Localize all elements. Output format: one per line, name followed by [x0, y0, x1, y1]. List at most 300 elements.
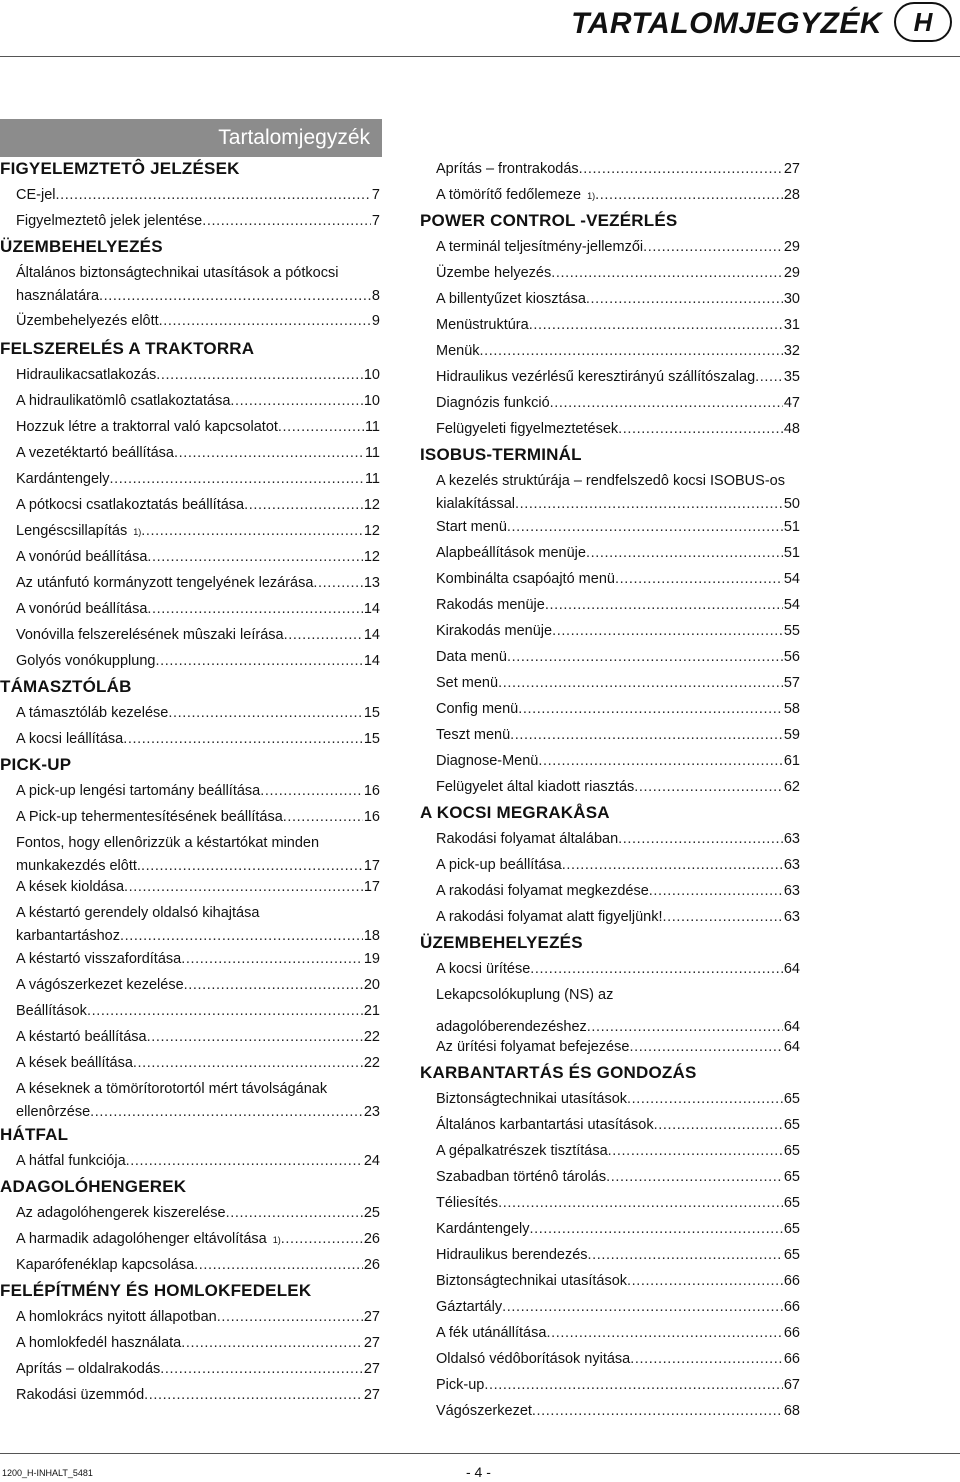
toc-entry-page: 50	[783, 496, 800, 512]
dot-leader	[156, 366, 363, 385]
dot-leader	[498, 1194, 783, 1213]
toc-entry[interactable]	[0, 704, 380, 723]
toc-entry-text-first-line: Lekapcsolókuplung (NS) az	[436, 987, 614, 1003]
toc-entry-page: 55	[783, 623, 800, 639]
dot-leader	[181, 1334, 363, 1353]
toc-entry-text-first-line: A késeknek a tömörítorotortól mért távolságának	[16, 1081, 328, 1097]
toc-entry-text: A hátfal funkciója	[16, 1153, 126, 1169]
toc-entry[interactable]	[420, 986, 800, 1037]
toc-entry-text-first-line: Fontos, hogy ellenôrizzük a késtartókat minden	[16, 835, 320, 851]
toc-entry-text: Kardántengely	[16, 471, 110, 487]
section-heading: FELÉPÍTMÉNY ÉS HOMLOKFEDELEK	[0, 1281, 312, 1300]
toc-entry-text: A billentyűzet kiosztása	[436, 291, 586, 307]
toc-entry-text: A rakodási folyamat megkezdése	[436, 883, 649, 899]
toc-entry-page: 12	[363, 523, 380, 539]
dot-leader	[662, 908, 782, 927]
toc-entry[interactable]	[0, 834, 380, 876]
dot-leader	[230, 392, 362, 411]
toc-entry-page: 27	[783, 161, 800, 177]
toc-entry[interactable]	[420, 342, 800, 361]
toc-entry[interactable]	[0, 366, 380, 385]
toc-entry-page: 62	[783, 779, 800, 795]
toc-entry-text: A támasztóláb kezelése	[16, 705, 169, 721]
toc-entry-page: 65	[783, 1169, 800, 1185]
toc-entry-page: 14	[363, 601, 380, 617]
toc-entry-text: A kések kioldása	[16, 879, 125, 895]
toc-entry-page: 54	[783, 597, 800, 613]
section-heading: TÁMASZTÓLÁB	[0, 677, 132, 696]
page-number: - 4 -	[466, 1464, 491, 1480]
toc-entry-text: Data menü	[436, 649, 507, 665]
toc-entry[interactable]	[420, 1142, 800, 1161]
toc-entry-page: 22	[363, 1029, 380, 1045]
dot-leader	[550, 394, 783, 413]
toc-entry[interactable]	[420, 1194, 800, 1213]
toc-entry[interactable]	[0, 470, 380, 489]
toc-entry-page: 11	[364, 471, 380, 487]
toc-entry-page: 16	[363, 809, 380, 825]
toc-entry[interactable]	[420, 394, 800, 413]
toc-entry[interactable]	[0, 548, 380, 567]
page-title: TARTALOMJEGYZÉK	[571, 7, 882, 40]
toc-entry-page: 67	[783, 1377, 800, 1393]
dot-leader	[313, 574, 362, 593]
toc-entry-text: Start menü	[436, 519, 507, 535]
dot-leader	[498, 674, 783, 693]
toc-entry[interactable]	[420, 1350, 800, 1369]
dot-leader	[99, 287, 371, 306]
toc-entry-page: 51	[783, 519, 800, 535]
toc-entry[interactable]	[420, 518, 800, 537]
toc-entry[interactable]	[0, 444, 380, 463]
toc-entry-text: Szabadban történô tárolás	[436, 1169, 607, 1185]
toc-entry-page: 14	[363, 627, 380, 643]
dot-leader	[507, 648, 783, 667]
toc-entry[interactable]	[420, 648, 800, 667]
toc-entry[interactable]	[420, 960, 800, 979]
toc-entry-text-first-line: Általános biztonságtechnikai utasítások a pótkocsi	[16, 265, 339, 281]
toc-entry-text: karbantartáshoz	[16, 928, 120, 944]
toc-entry-text: Beállítások	[16, 1003, 87, 1019]
toc-entry-text: Figyelmeztetô jelek jelentése	[16, 213, 203, 229]
toc-entry[interactable]	[0, 782, 380, 801]
dot-leader	[654, 1116, 783, 1135]
toc-entry-page: 35	[783, 369, 800, 385]
toc-entry-text: Golyós vonókupplung	[16, 653, 156, 669]
toc-entry-text: Menüstruktúra	[436, 317, 529, 333]
toc-entry-text: Hozzuk létre a traktorral való kapcsolatot	[16, 419, 278, 435]
toc-entry[interactable]	[420, 1298, 800, 1317]
toc-entry[interactable]	[420, 700, 800, 719]
toc-entry[interactable]	[0, 1386, 380, 1405]
toc-entry-text: Rakodási üzemmód	[16, 1387, 145, 1403]
section-heading: ÜZEMBEHELYEZÉS	[420, 933, 583, 952]
toc-entry[interactable]	[420, 1324, 800, 1343]
toc-entry-page: 63	[783, 857, 800, 873]
toc-entry-text: Általános karbantartási utasítások	[436, 1117, 654, 1133]
toc-entry[interactable]	[420, 290, 800, 309]
toc-entry[interactable]	[0, 808, 380, 827]
toc-entry-text: Rakodási folyamat általában	[436, 831, 619, 847]
toc-entry[interactable]: Lengéscsillapítás 1) ..... 12	[0, 522, 380, 541]
toc-entry[interactable]	[420, 420, 800, 439]
toc-entry-page: 13	[363, 575, 380, 591]
toc-entry-page: 27	[363, 1361, 380, 1377]
dot-leader	[184, 976, 363, 995]
dot-leader	[90, 1103, 363, 1122]
toc-entry-text: Az ürítési folyamat befejezése	[436, 1039, 630, 1055]
toc-entry-text: A kések beállítása	[16, 1055, 133, 1071]
toc-entry[interactable]	[0, 600, 380, 619]
toc-entry-page: 27	[363, 1309, 380, 1325]
dot-leader	[587, 1018, 783, 1037]
toc-entry[interactable]	[0, 496, 380, 515]
toc-entry-text: A vonórúd beállítása	[16, 549, 148, 565]
dot-leader	[123, 730, 363, 749]
toc-entry-page: 23	[363, 1104, 380, 1120]
toc-entry[interactable]	[0, 878, 380, 897]
toc-entry-page: 12	[363, 497, 380, 513]
toc-entry[interactable]	[0, 626, 380, 645]
toc-entry[interactable]	[0, 1334, 380, 1353]
dot-leader	[260, 782, 363, 801]
toc-entry[interactable]	[0, 1256, 380, 1275]
toc-entry-text: Hidraulikacsatlakozás	[16, 367, 157, 383]
toc-entry[interactable]	[0, 652, 380, 671]
toc-entry-text: Biztonságtechnikai utasítások	[436, 1273, 628, 1289]
toc-entry-text: A gépalkatrészek tisztítása	[436, 1143, 608, 1159]
dot-leader	[133, 1054, 363, 1073]
toc-entry-text: Rakodás menüje	[436, 597, 545, 613]
toc-entry[interactable]	[420, 368, 800, 387]
toc-entry-text: Pick-up	[436, 1377, 485, 1393]
toc-entry[interactable]	[0, 392, 380, 411]
toc-entry-text: A pick-up lengési tartomány beállítása	[16, 783, 261, 799]
toc-entry[interactable]	[420, 622, 800, 641]
toc-entry-text: A terminál teljesítmény-jellemzői	[436, 239, 644, 255]
toc-entry[interactable]	[0, 418, 380, 437]
toc-entry-text: Üzembehelyezés elôtt	[16, 313, 159, 329]
toc-entry-page: 65	[783, 1143, 800, 1159]
dot-leader	[507, 518, 783, 537]
toc-entry-page: 64	[783, 961, 800, 977]
dot-leader	[155, 652, 362, 671]
dot-leader	[595, 186, 783, 205]
toc-entry-page: 63	[783, 831, 800, 847]
dot-leader	[202, 212, 371, 231]
toc-entry-text: Aprítás – oldalrakodás	[16, 1361, 161, 1377]
section-heading: ISOBUS-TERMINÁL	[420, 445, 582, 464]
section-heading: ÜZEMBEHELYEZÉS	[0, 237, 163, 256]
dot-leader	[562, 856, 783, 875]
toc-entry-page: 65	[783, 1117, 800, 1133]
toc-entry[interactable]	[0, 976, 380, 995]
toc-entry-text-first-line: A kezelés struktúrája – rendfelszedô kocsi ISOBUS-os	[436, 473, 785, 489]
dot-leader	[484, 1376, 783, 1395]
dot-leader	[160, 1360, 363, 1379]
toc-entry-page: 8	[371, 288, 380, 304]
toc-entry-page: 66	[783, 1299, 800, 1315]
toc-entry[interactable]	[420, 1376, 800, 1395]
dot-leader	[284, 626, 363, 645]
toc-entry[interactable]	[420, 1090, 800, 1109]
toc-entry-text: Hidraulikus vezérlésű keresztirányú szállítószalag	[436, 369, 756, 385]
toc-entry[interactable]	[0, 1308, 380, 1327]
toc-entry-text: kialakítással	[436, 496, 515, 512]
toc-entry[interactable]	[420, 1220, 800, 1239]
dot-leader	[529, 316, 783, 335]
dot-leader	[126, 1152, 363, 1171]
dot-leader	[174, 444, 364, 463]
toc-title: Tartalomjegyzék	[218, 126, 370, 149]
toc-entry-text: Üzembe helyezés	[436, 265, 552, 281]
toc-entry[interactable]	[420, 1246, 800, 1265]
toc-entry-text: A homlokrács nyitott állapotban	[16, 1309, 217, 1325]
dot-leader	[55, 186, 370, 205]
toc-entry[interactable]	[420, 830, 800, 849]
toc-entry-page: 66	[783, 1351, 800, 1367]
toc-entry-text: adagolóberendezéshez	[436, 1019, 587, 1035]
toc-entry-text: A fék utánállítása	[436, 1325, 547, 1341]
toc-entry-text: Felügyeleti figyelmeztetések	[436, 421, 619, 437]
toc-entry[interactable]	[420, 674, 800, 693]
dot-leader	[552, 622, 783, 641]
toc-entry[interactable]	[0, 1002, 380, 1021]
toc-entry-page: 66	[783, 1325, 800, 1341]
dot-leader	[120, 927, 363, 946]
toc-entry-page: 17	[363, 879, 380, 895]
document-code: 1200_H-INHALT_5481	[2, 1468, 93, 1478]
toc-entry[interactable]	[420, 1038, 800, 1057]
toc-entry-text: Diagnózis funkció	[436, 395, 550, 411]
toc-entry-text: A vezetéktartó beállítása	[16, 445, 174, 461]
dot-leader	[615, 570, 783, 589]
toc-entry-page: 22	[363, 1055, 380, 1071]
toc-entry-text: Kirakodás menüje	[436, 623, 553, 639]
toc-entry[interactable]	[420, 726, 800, 745]
toc-entry-page: 17	[363, 858, 380, 874]
toc-entry-text: A tömörítő fedőlemeze	[436, 187, 582, 203]
toc-entry-text: A késtartó beállítása	[16, 1029, 147, 1045]
toc-entry[interactable]	[0, 730, 380, 749]
toc-entry-text: Kombinálta csapóajtó menü	[436, 571, 615, 587]
toc-entry-text: Gáztartály	[436, 1299, 503, 1315]
section-heading: FELSZERELÉS A TRAKTORRA	[0, 339, 255, 358]
toc-entry[interactable]	[420, 570, 800, 589]
toc-entry-page: 29	[783, 265, 800, 281]
toc-entry-text: Set menü	[436, 675, 499, 691]
toc-entry[interactable]	[420, 160, 800, 179]
toc-entry-text: használatára	[16, 288, 100, 304]
toc-entry-page: 29	[783, 239, 800, 255]
toc-entry-text: Az utánfutó kormányzott tengelyének lezárása	[16, 575, 314, 591]
toc-entry[interactable]	[0, 1080, 380, 1122]
toc-entry-text: A kocsi ürítése	[436, 961, 531, 977]
header-divider	[0, 56, 960, 57]
toc-entry[interactable]	[0, 264, 380, 306]
dot-leader	[618, 420, 783, 439]
dot-leader	[546, 1324, 782, 1343]
toc-entry-text: Oldalsó védôborítások nyitása	[436, 1351, 631, 1367]
dot-leader	[627, 1090, 783, 1109]
toc-entry-page: 28	[783, 187, 800, 203]
toc-entry[interactable]	[0, 574, 380, 593]
dot-leader	[281, 1230, 363, 1249]
toc-entry[interactable]	[420, 1402, 800, 1421]
toc-entry-page: 19	[363, 951, 380, 967]
toc-entry-text-first-line: A késtartó gerendely oldalsó kihajtása	[16, 905, 260, 921]
toc-entry-page: 51	[783, 545, 800, 561]
dot-leader	[618, 830, 783, 849]
toc-entry[interactable]	[420, 1272, 800, 1291]
toc-entry[interactable]	[420, 596, 800, 615]
toc-entry-page: 21	[363, 1003, 380, 1019]
toc-entry-page: 18	[363, 928, 380, 944]
toc-entry[interactable]: A tömörítő fedőlemeze 1) ..... 28	[420, 186, 800, 205]
dot-leader	[217, 1308, 363, 1327]
dot-leader	[226, 1204, 363, 1223]
toc-entry-page: 16	[363, 783, 380, 799]
dot-leader	[755, 368, 783, 387]
section-heading: A KOCSI MEGRAKÅSA	[420, 803, 610, 822]
toc-entry-text: Config menü	[436, 701, 519, 717]
section-heading: PICK-UP	[0, 755, 72, 774]
toc-entry-page: 27	[363, 1335, 380, 1351]
toc-entry-page: 7	[371, 187, 380, 203]
toc-entry-page: 64	[783, 1019, 800, 1035]
toc-banner	[0, 119, 382, 157]
toc-entry-page: 7	[371, 213, 380, 229]
toc-entry-page: 65	[783, 1221, 800, 1237]
toc-entry-page: 25	[363, 1205, 380, 1221]
toc-entry-text: Az adagolóhengerek kiszerelése	[16, 1205, 226, 1221]
section-heading: ADAGOLÓHENGEREK	[0, 1177, 187, 1196]
toc-entry-text: A kocsi leállítása	[16, 731, 124, 747]
toc-entry-page: 66	[783, 1273, 800, 1289]
toc-entry-text: Felügyelet által kiadott riasztás	[436, 779, 635, 795]
toc-entry-page: 14	[363, 653, 380, 669]
dot-leader	[588, 1246, 783, 1265]
toc-entry-page: 30	[783, 291, 800, 307]
toc-entry[interactable]	[0, 1204, 380, 1223]
dot-leader	[110, 470, 364, 489]
toc-entry[interactable]	[420, 752, 800, 771]
dot-leader	[515, 495, 783, 514]
dot-leader	[627, 1272, 783, 1291]
dot-leader	[629, 1038, 782, 1057]
dot-leader	[141, 857, 363, 876]
toc-entry-text: Vonóvilla felszerelésének mûszaki leírása	[16, 627, 284, 643]
language-badge: H	[894, 2, 952, 42]
toc-entry[interactable]	[0, 1054, 380, 1073]
toc-entry-page: 59	[783, 727, 800, 743]
dot-leader	[194, 1256, 363, 1275]
toc-entry[interactable]	[420, 238, 800, 257]
toc-entry[interactable]	[0, 1028, 380, 1047]
toc-entry-page: 56	[783, 649, 800, 665]
toc-entry-text: A hidraulikatömlô csatlakoztatása	[16, 393, 231, 409]
section-heading: POWER CONTROL -VEZÉRLÉS	[420, 211, 678, 230]
toc-entry[interactable]	[0, 212, 380, 231]
toc-entry-page: 54	[783, 571, 800, 587]
toc-entry-page: 12	[363, 549, 380, 565]
toc-entry[interactable]: A harmadik adagolóhenger eltávolítása 1) ..... 26	[0, 1230, 380, 1249]
dot-leader	[181, 950, 363, 969]
toc-entry-text: Vágószerkezet	[436, 1403, 532, 1419]
toc-entry[interactable]	[420, 882, 800, 901]
toc-entry-page: 10	[363, 367, 380, 383]
toc-entry-page: 15	[363, 705, 380, 721]
dot-leader	[586, 544, 783, 563]
dot-leader	[278, 418, 364, 437]
toc-entry-page: 61	[783, 753, 800, 769]
toc-entry-page: 48	[783, 421, 800, 437]
toc-entry[interactable]	[420, 1116, 800, 1135]
toc-entry-page: 32	[783, 343, 800, 359]
dot-leader	[608, 1142, 783, 1161]
dot-leader	[147, 548, 362, 567]
toc-entry[interactable]	[0, 950, 380, 969]
toc-entry[interactable]	[420, 778, 800, 797]
toc-entry-page: 65	[783, 1091, 800, 1107]
toc-entry-page: 15	[363, 731, 380, 747]
dot-leader	[141, 522, 363, 541]
dot-leader	[551, 264, 783, 283]
toc-entry[interactable]	[0, 904, 380, 946]
toc-entry[interactable]	[0, 1360, 380, 1379]
toc-entry-page: 57	[783, 675, 800, 691]
toc-entry-text: A vágószerkezet kezelése	[16, 977, 184, 993]
toc-entry-page: 27	[363, 1387, 380, 1403]
dot-leader	[480, 342, 783, 361]
section-heading: KARBANTARTÁS ÉS GONDOZÁS	[420, 1063, 697, 1082]
dot-leader	[124, 878, 363, 897]
dot-leader	[244, 496, 363, 515]
toc-entry-page: 9	[371, 313, 380, 329]
toc-entry[interactable]	[420, 316, 800, 335]
toc-entry[interactable]	[420, 1168, 800, 1187]
dot-leader	[147, 600, 362, 619]
dot-leader	[538, 752, 782, 771]
dot-leader	[545, 596, 783, 615]
toc-entry-text: A harmadik adagolóhenger eltávolítása	[16, 1231, 267, 1247]
toc-entry[interactable]	[0, 186, 380, 205]
toc-entry[interactable]	[420, 264, 800, 283]
toc-entry-text: Kardántengely	[436, 1221, 530, 1237]
toc-entry-text: A pick-up beállítása	[436, 857, 562, 873]
toc-entry-text: A késtartó visszafordítása	[16, 951, 182, 967]
toc-entry-page: 26	[363, 1257, 380, 1273]
toc-entry-text: Hidraulikus berendezés	[436, 1247, 588, 1263]
dot-leader	[530, 1220, 783, 1239]
toc-entry-page: 63	[783, 909, 800, 925]
dot-leader	[144, 1386, 363, 1405]
toc-entry[interactable]	[0, 1152, 380, 1171]
toc-entry-text: Téliesítés	[436, 1195, 499, 1211]
toc-entry[interactable]	[420, 908, 800, 927]
toc-entry-text: ellenôrzése	[16, 1104, 91, 1120]
dot-leader	[634, 778, 783, 797]
dot-leader	[518, 700, 783, 719]
toc-entry-text: Lengéscsillapítás	[16, 523, 128, 539]
toc-entry[interactable]	[0, 312, 380, 331]
toc-entry[interactable]	[420, 856, 800, 875]
toc-entry[interactable]	[420, 472, 800, 514]
section-heading: FIGYELEMZTETÔ JELZÉSEK	[0, 159, 240, 178]
dot-leader	[283, 808, 363, 827]
section-heading: HÁTFAL	[0, 1125, 69, 1144]
toc-entry[interactable]	[420, 544, 800, 563]
